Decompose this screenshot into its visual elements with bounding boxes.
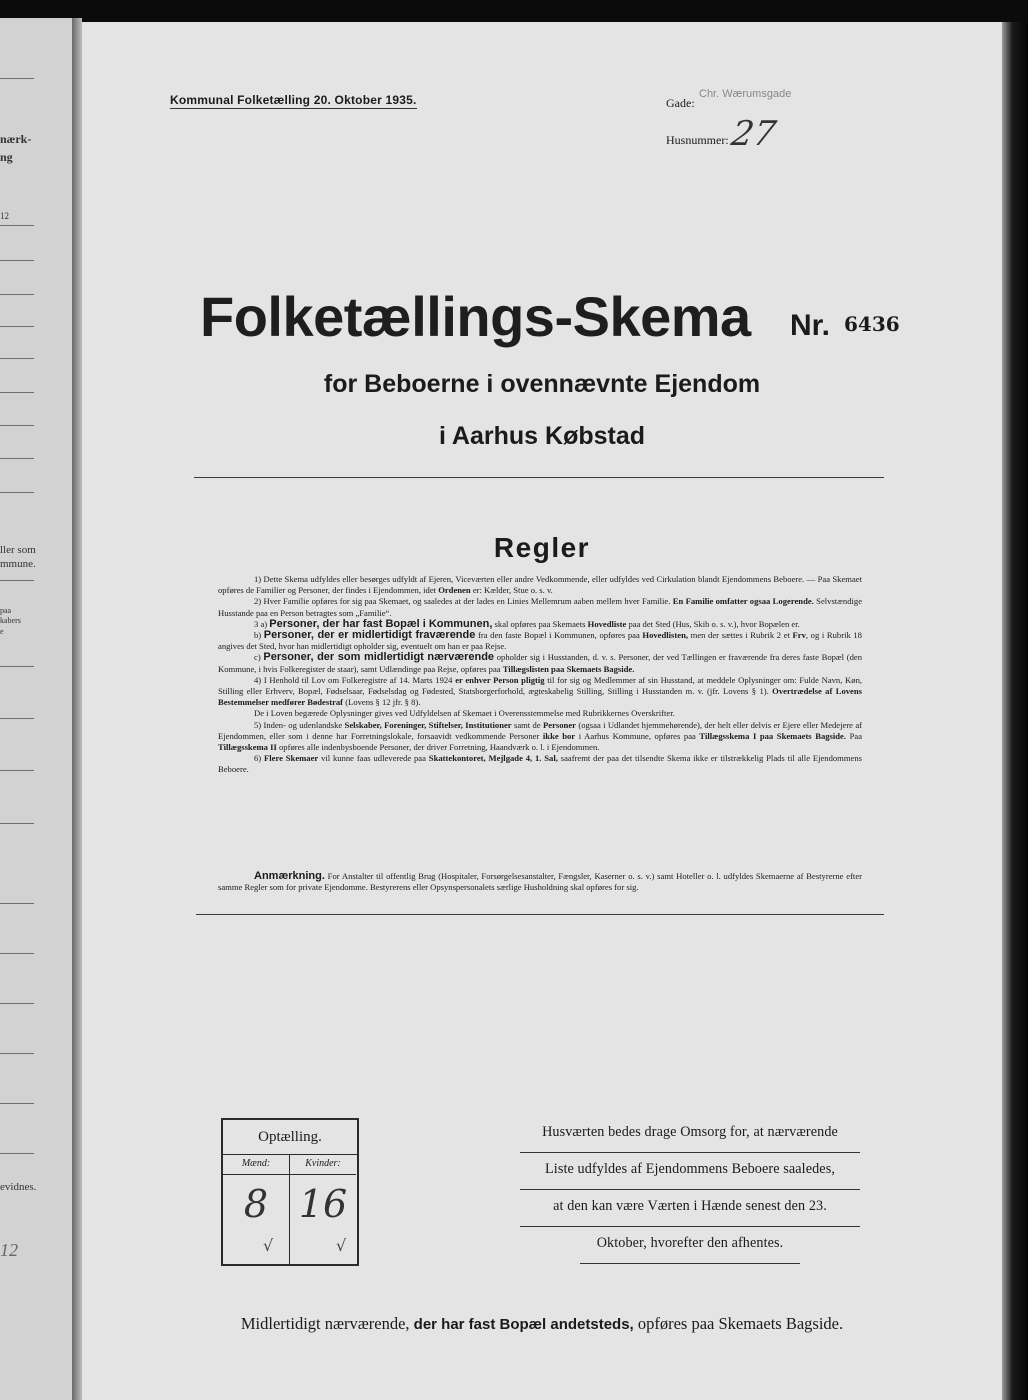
gade-label: Gade: [666,96,695,110]
rule-4: 4) I Henhold til Lov om Folkeregistre af 14. Marts 1924 er enhver Person pligtig til for sig og Medlemmer af sin Husstand, at meddele Oplysninger om: Fulde Navn, Køn, Stilling eller Erhverv, Bopæl, Fødselsaar, Fødselsdag og Fødested, Statsborgerforhold, ægteskabelig Stilling, Stilling i Husstanden m. v. (jfr. Lovens § 1). Overtrædelse af Lovens Bestemmelser medfører Bødestraf (Lovens § 12 jfr. § 8). [218,674,863,708]
rules-text [218,574,862,776]
anmaerkning-label: Anmærkning. [254,870,325,882]
notice-line: Oktober, hvorefter den afhentes. [580,1229,800,1264]
men-label: Mænd: [223,1154,289,1175]
landlord-notice [520,1118,860,1266]
rule-1: 1) Dette Skema udfyldes eller besørges udfyldt af Ejeren, Viceværten eller andre Vedkommende, eller udfyldes ved Cirkulation blandt Ejendommens Beboere. — Paa Skemaet opføres de Familier og Personer, der findes i Ejendommen, idet Ordenen er: Kælder, Stue o. s. v. [218,574,862,596]
page-edge [1002,22,1028,1400]
husnummer-value: 27 [728,114,779,154]
rule-2: 2) Hver Familie opføres for sig paa Skemaet, og saaledes at der lades en Linies Mellemrum aaben mellem hver Familie. En Familie omfatter ogsaa Logerende. Selvstændige Husstande paa en Person betragtes som „Familie“. [218,596,863,618]
footer-note [82,1314,1002,1334]
form-subtitle: for Beboerne i ovennævnte Ejendom [323,370,761,398]
book-gutter [72,18,82,1400]
census-header: Kommunal Folketælling 20. Oktober 1935. [170,93,417,107]
left-page-fragment: mmune. [0,558,36,570]
footer-part: opføres paa Skemaets Bagside. [637,1314,844,1333]
notice-line: at den kan være Værten i Hænde senest den 23. [520,1192,860,1227]
gade-value: Chr. Wærumsgade [699,88,792,100]
women-label: Kvinder: [290,1154,356,1175]
count-box [221,1118,359,1266]
left-page-fragment: e [0,627,4,636]
divider [196,914,884,915]
check-mark: √ [263,1236,274,1255]
anmaerkning-text: For Anstalter til offentlig Brug (Hospitaler, Forsørgelsesanstalter, Fængsler, Kaserner o. s. v.) samt Hoteller o. l. udfyldes Skemaerne af Bestyrerne efter samme Regler som for private Ejendomme. Bestyrerens eller Opsynspersonalets særlige Husholdning skal opføres for sig. [218,871,862,893]
husnummer-label: Husnummer: [666,133,729,147]
notice-line: Husværten bedes drage Omsorg for, at nærværende [520,1118,860,1153]
left-page-fragment: ng [0,150,13,164]
form-number-value: 6436 [844,312,900,336]
rule-5: 5) Inden- og udenlandske Selskaber, Foreninger, Stiftelser, Institutioner samt de Personer (ogsaa i Udlandet hjemmehørende), der helt eller delvis er Ejere eller Medejere af Ejendommen, eller som i denne har Forretningslokale, forsaavidt vedkommende Personer ikke bor i Aarhus Kommune, opføres paa Tillægsskema I paa Skemaets Bagside. Paa Tillægsskema II opføres alle indenbysboende Personer, der driver Forretning, Haandværk o. l. i Ejendommen. [218,719,863,753]
census-form-page [82,22,1002,1400]
women-count: 16 [298,1182,348,1226]
footer-part: Midlertidigt nærværende, [240,1314,410,1333]
left-page-fragment: kabers [0,616,21,625]
rule-6: 6) Flere Skemaer vil kunne faas udleverede paa Skattekontoret, Mejlgade 4, 1. Sal, saafremt der paa det tilsendte Skema ikke er tilstrækkelig Plads til alle Ejendommens Beboere. [218,753,863,775]
left-page-fragment: nærk- [0,132,32,146]
left-facing-page [0,18,74,1400]
check-mark: √ [336,1236,347,1255]
rule-3c: c) Personer, der som midlertidigt nærværende opholder sig i Husstanden, d. v. s. Personer, der ved Tællingen er fraværende fra deres faste Bopæl (den Kommune, i hvis Folkeregister de staar), samt Udlændinge paa Rejse, opføres paa Tillægslisten paa Skemaets Bagside. [218,651,862,674]
notice-line: Liste udfyldes af Ejendommens Beboere saaledes, [520,1155,860,1190]
men-count: 8 [243,1182,269,1226]
left-page-fragment: paa [0,606,12,615]
left-page-fragment: ller som [0,544,36,556]
form-title: Folketællings-Skema [200,285,751,348]
count-women-column [290,1154,356,1264]
count-title: Optælling. [223,1120,357,1155]
left-page-fragment: evidnes. [0,1181,37,1193]
left-page-fragment: 12 [0,1240,18,1260]
rule-3a: 3 a) Personer, der har fast Bopæl i Kommunen, skal opføres paa Skemaets Hovedliste paa det Sted (Hus, Skib o. s. v.), hvor Bopælen er. [254,617,800,630]
form-location: i Aarhus Købstad [438,422,646,450]
anmaerkning-note [218,871,862,893]
divider [194,477,884,478]
left-page-fragment: 12 [0,211,9,221]
footer-part-bold: der har fast Bopæl andetsteds, [413,1316,634,1333]
rule-3b: b) Personer, der er midlertidigt fraværende fra den faste Bopæl i Kommunen, opføres paa Hovedlisten, men der sættes i Rubrik 2 et Frv, og i Rubrik 18 angives det Sted, hvor han midlertidigt opholder sig, eventuelt om han er paa Rejse. [218,629,862,652]
rule-4-note: De i Loven begærede Oplysninger gives ved Udfyldelsen af Skemaet i Overensstemmelse med Rubrikkernes Overskrifter. [254,708,675,719]
rules-heading: Regler [493,532,591,563]
form-number-label: Nr. [790,309,831,342]
count-men-column [223,1154,290,1264]
